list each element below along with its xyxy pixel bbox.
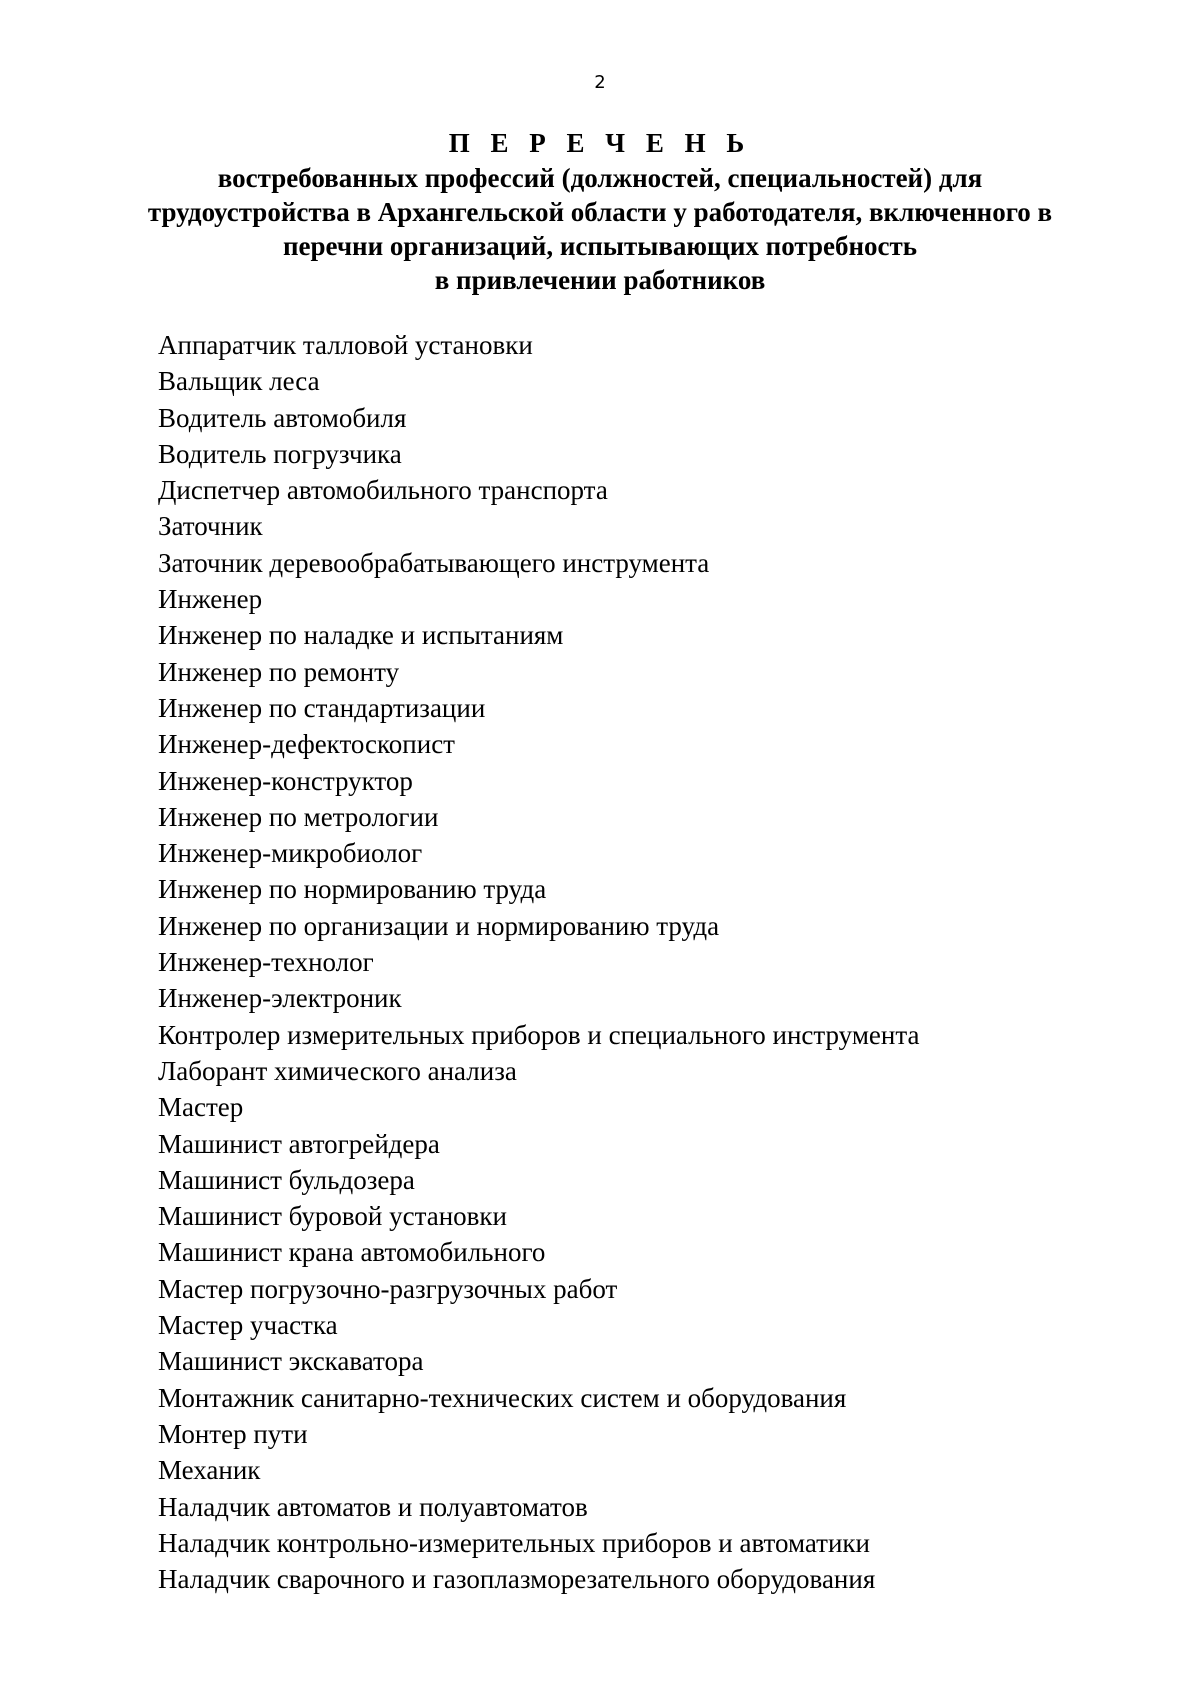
document-subtitle-line: трудоустройства в Архангельской области у работодателя, включенного в [147,197,1053,227]
profession-item: Аппаратчик талловой установки [158,330,533,360]
profession-item: Инженер-микробиолог [158,838,423,869]
profession-item: Машинист крана автомобильного [158,1237,546,1268]
profession-item: Инженер [158,584,263,615]
document-header [120,126,1080,297]
document-subtitle-line: перечни организаций, испытывающих потребность [282,231,918,261]
profession-item: Машинист буровой установки [158,1201,507,1232]
profession-item: Вальщик леса [158,366,320,397]
profession-item: Мастер [158,1092,244,1123]
profession-item: Машинист бульдозера [158,1164,415,1195]
profession-item: Водитель погрузчика [158,438,402,469]
profession-item: Инженер-технолог [158,947,374,978]
profession-item: Инженер по нормированию труда [158,874,547,905]
profession-item: Инженер по метрологии [158,801,439,832]
profession-item: Наладчик автоматов и полуавтоматов [158,1491,588,1522]
profession-item: Инженер-электроник [158,983,402,1014]
profession-item: Наладчик контрольно-измерительных приборов и автоматики [158,1527,870,1558]
profession-item: Заточник деревообрабатывающего инструмента [158,547,710,578]
profession-item: Лаборант химического анализа [158,1055,517,1086]
profession-item: Водитель автомобиля [158,402,407,433]
profession-list [158,327,1118,1597]
profession-item: Инженер-дефектоскопист [158,729,455,760]
profession-item: Заточник [158,511,263,542]
profession-item: Инженер по организации и нормированию труда [158,910,720,941]
profession-item: Инженер-конструктор [158,765,413,796]
profession-item: Монтажник санитарно-технических систем и оборудования [158,1382,847,1413]
profession-item: Инженер по наладке и испытаниям [158,620,564,651]
profession-item: Мастер погрузочно-разгрузочных работ [158,1273,618,1304]
profession-item: Контролер измерительных приборов и специального инструмента [158,1019,920,1050]
profession-item: Механик [158,1455,261,1486]
document-subtitle-line: в привлечении работников [434,265,766,295]
document-subtitle-line: востребованных профессий (должностей, специальностей) для [217,163,983,193]
page-number: 2 [594,72,606,93]
profession-item: Инженер по ремонту [158,656,400,687]
document-title: П Е Р Е Ч Е Н Ь [448,128,752,158]
profession-item: Машинист экскаватора [158,1346,424,1377]
profession-item: Инженер по стандартизации [158,692,486,723]
profession-item: Диспетчер автомобильного транспорта [158,475,608,506]
profession-item: Машинист автогрейдера [158,1128,440,1159]
profession-item: Наладчик сварочного и газоплазморезательного оборудования [158,1564,876,1595]
profession-item: Мастер участка [158,1310,338,1341]
profession-item: Монтер пути [158,1418,308,1449]
